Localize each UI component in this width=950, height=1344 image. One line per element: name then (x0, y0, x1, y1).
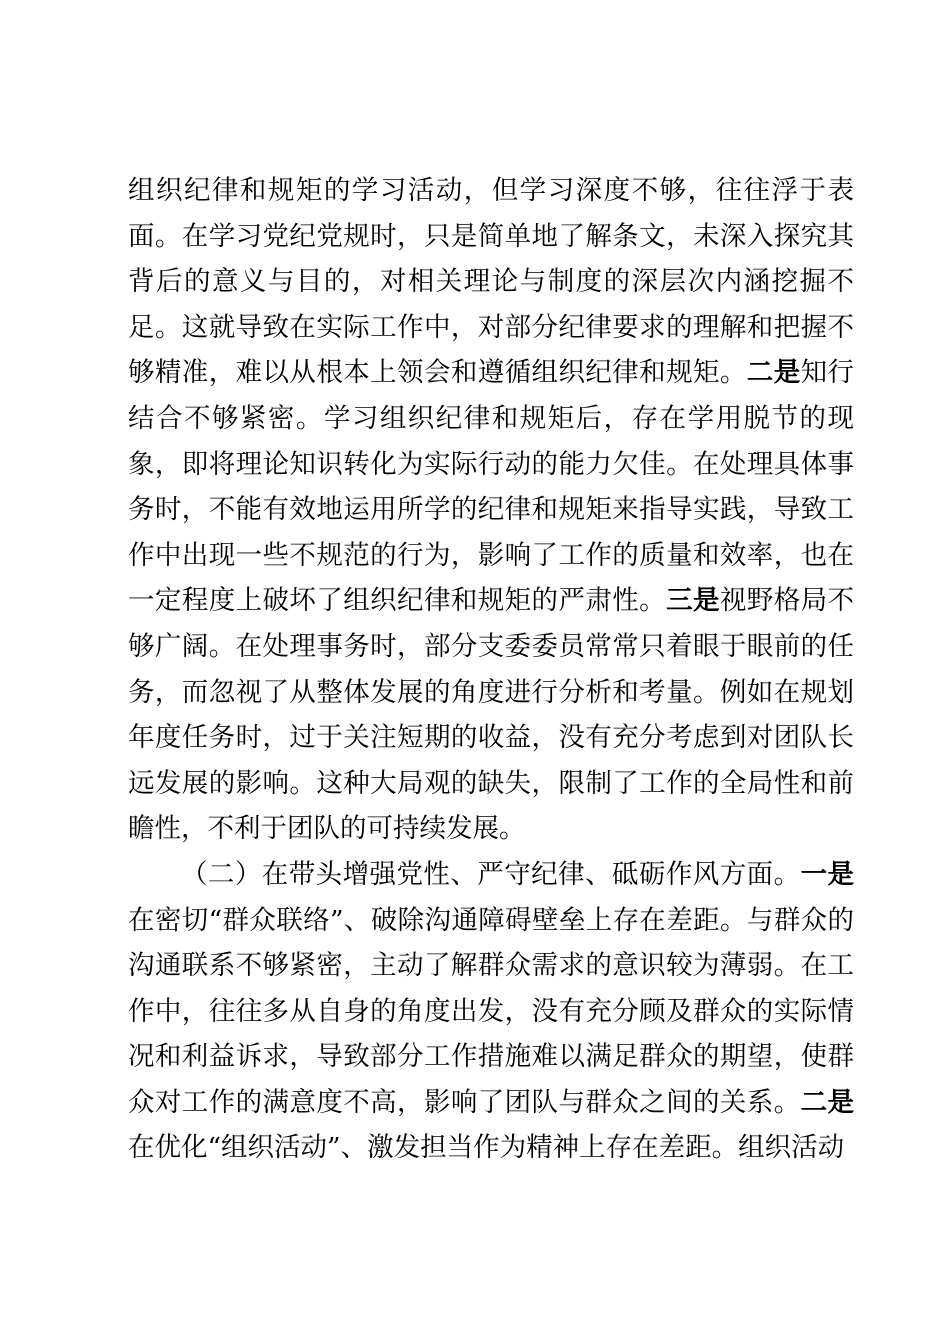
paragraph-2 (128, 852, 854, 1171)
paragraph-2-text-a: 在密切“群众联络”、破除沟通障碍壁垒上存在差距。与群众的沟通联系不够紧密，主动了解群众需求的意识较为薄弱。在工作中，往往多从自身的角度出发，没有充分顾及群众的实际情况和利益诉求，导致部分工作措施难以满足群众的期望，使群众对工作的满意度不高，影响了团队与群众之间的关系。 (128, 904, 854, 1118)
paragraph-1 (128, 168, 854, 852)
body-text (128, 168, 854, 1171)
keyword-first: 一是 (800, 858, 854, 890)
paragraph-1-text-c: 视野格局不够广阔。在处理事务时，部分支委委员常常只着眼于眼前的任务，而忽视了从整体发展的角度进行分析和考量。例如在规划年度任务时，过于关注短期的收益，没有充分考虑到对团队长远发展的影响。这种大局观的缺失，限制了工作的全局性和前瞻性，不利于团队的可持续发展。 (128, 585, 855, 845)
keyword-third: 三是 (666, 585, 720, 617)
paragraph-2-text-b: 在优化“组织活动”、激发担当作为精神上存在差距。组织活动 (128, 1132, 845, 1164)
keyword-second: 二是 (746, 357, 801, 389)
section-heading: （二）在带头增强党性、严守纪律、砥砺作风方面。 (181, 858, 801, 890)
paragraph-1-text-b: 知行结合不够紧密。学习组织纪律和规矩后，存在学用脱节的现象，即将理论知识转化为实际行动的能力欠佳。在处理具体事务时，不能有效地运用所学的纪律和规矩来指导实践，导致工作中出现一些不规范的行为，影响了工作的质量和效率，也在一定程度上破坏了组织纪律和规矩的严肃性。 (128, 357, 855, 617)
paragraph-1-text-a: 组织纪律和规矩的学习活动，但学习深度不够，往往浮于表面。在学习党纪党规时，只是简单地了解条文，未深入探究其背后的意义与目的，对相关理论与制度的深层次内涵挖掘不足。这就导致在实际工作中，对部分纪律要求的理解和把握不够精准，难以从根本上领会和遵循组织纪律和规矩。 (128, 175, 854, 389)
keyword-second-2: 二是 (800, 1086, 855, 1118)
